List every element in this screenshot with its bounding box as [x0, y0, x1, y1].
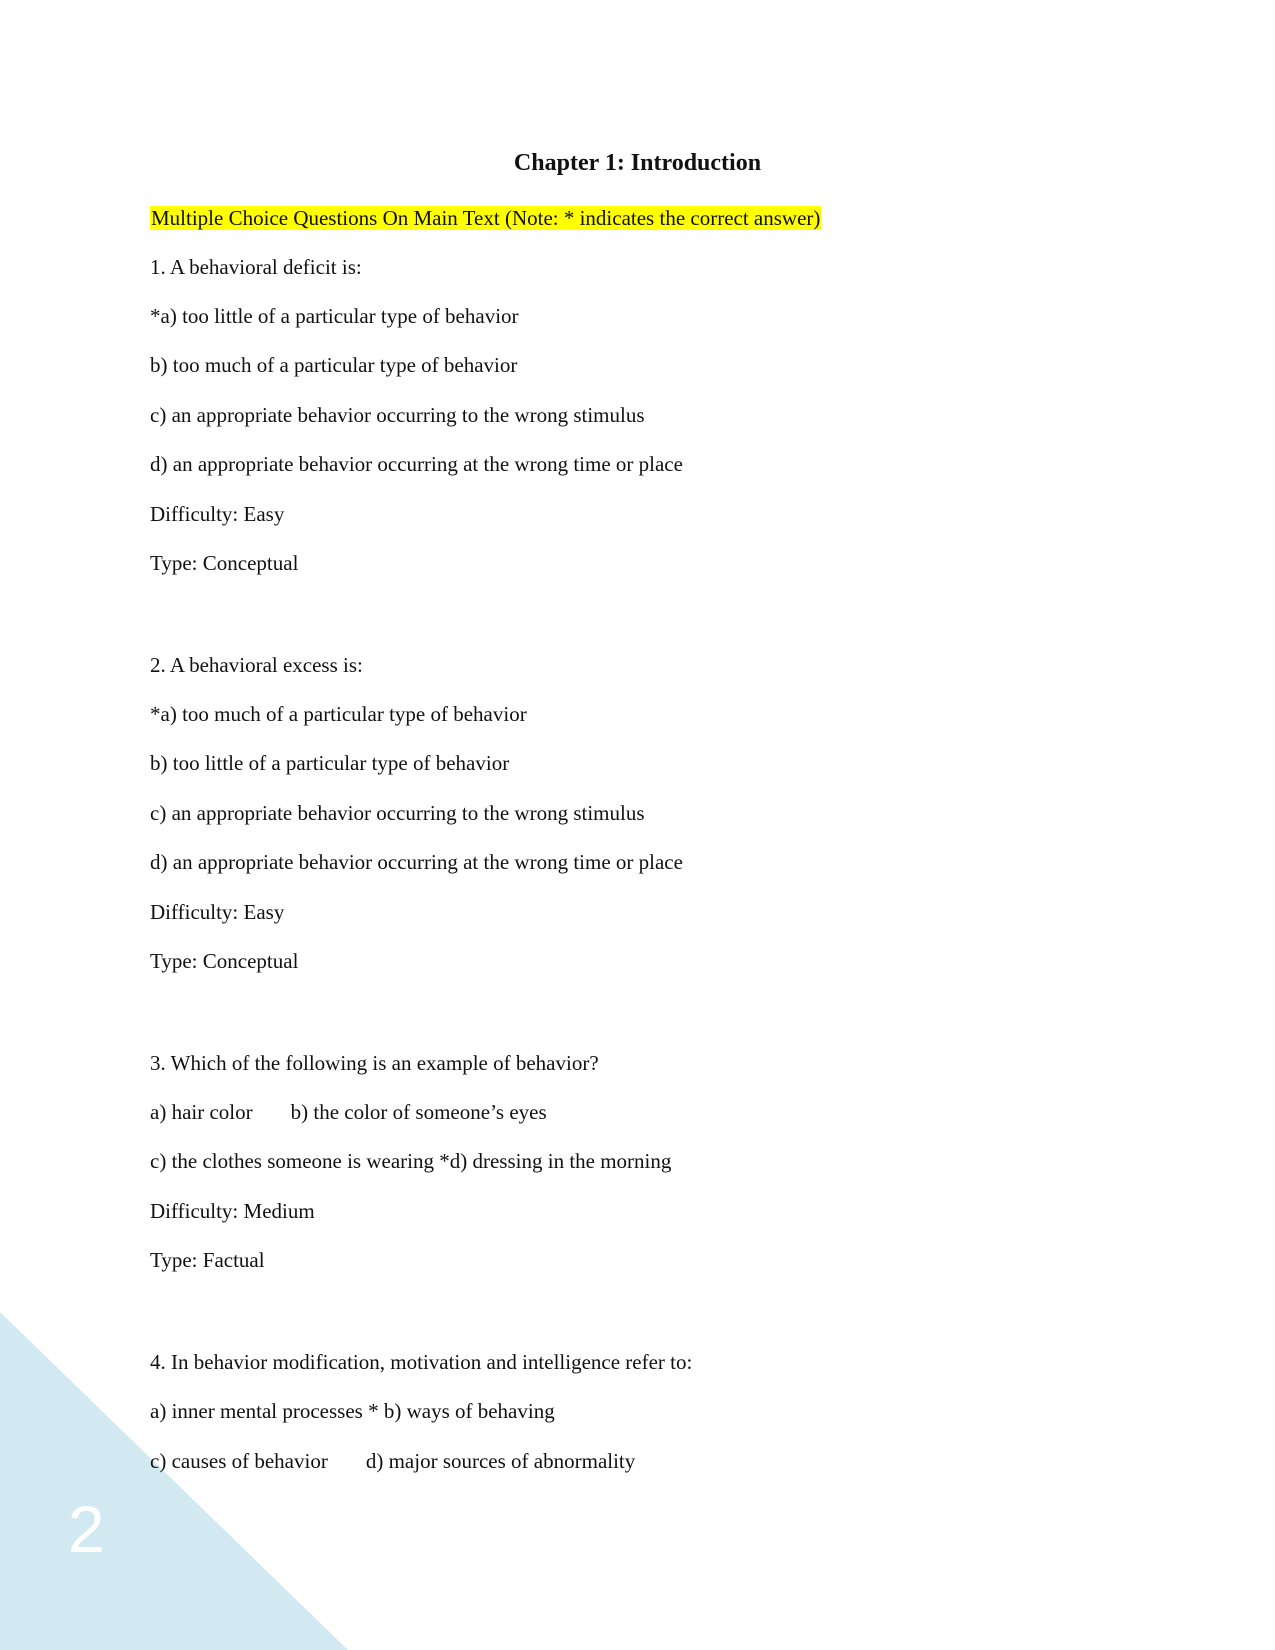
question-3-options-row-1	[150, 1099, 547, 1125]
question-4-option-b: * b) ways of behaving	[368, 1399, 555, 1423]
question-2-stem: 2. A behavioral excess is:	[150, 653, 363, 677]
question-2-option-a: *a) too much of a particular type of behavior	[150, 702, 527, 726]
question-2-option-c: c) an appropriate behavior occurring to the wrong stimulus	[150, 801, 645, 825]
question-4-option-c: c) causes of behavior	[150, 1449, 328, 1473]
question-3-options-row-2	[150, 1148, 671, 1174]
question-3-option-c: c) the clothes someone is wearing	[150, 1149, 434, 1173]
question-4-option-a: a) inner mental processes	[150, 1399, 363, 1423]
question-3-difficulty: Difficulty: Medium	[150, 1199, 315, 1223]
question-2-option-d: d) an appropriate behavior occurring at the wrong time or place	[150, 850, 683, 874]
question-1-option-c: c) an appropriate behavior occurring to the wrong stimulus	[150, 403, 645, 427]
question-1-option-b: b) too much of a particular type of behavior	[150, 353, 518, 377]
question-3-stem: 3. Which of the following is an example of behavior?	[150, 1051, 599, 1075]
question-1-stem: 1. A behavioral deficit is:	[150, 255, 362, 279]
question-4-options-row-2	[150, 1448, 635, 1474]
question-3-type: Type: Factual	[150, 1248, 265, 1272]
question-1-option-d: d) an appropriate behavior occurring at the wrong time or place	[150, 452, 683, 476]
question-4-option-d: d) major sources of abnormality	[365, 1449, 636, 1473]
instructions-line	[150, 205, 821, 231]
question-3-option-b: b) the color of someone’s eyes	[290, 1100, 547, 1124]
chapter-title: Chapter 1: Introduction	[513, 150, 762, 176]
question-3-option-d: *d) dressing in the morning	[439, 1149, 672, 1173]
page-number: 2	[68, 1492, 105, 1566]
question-4-options-row-1	[150, 1398, 555, 1424]
question-2-type: Type: Conceptual	[150, 949, 299, 973]
question-1-option-a: *a) too little of a particular type of behavior	[150, 304, 519, 328]
highlighted-note: Multiple Choice Questions On Main Text (Note: * indicates the correct answer)	[151, 206, 821, 230]
question-2-difficulty: Difficulty: Easy	[150, 900, 285, 924]
question-2-option-b: b) too little of a particular type of behavior	[150, 751, 510, 775]
question-1-difficulty: Difficulty: Easy	[150, 502, 285, 526]
question-1-type: Type: Conceptual	[150, 551, 299, 575]
question-3-option-a: a) hair color	[150, 1100, 253, 1124]
question-4-stem: 4. In behavior modification, motivation and intelligence refer to:	[150, 1350, 693, 1374]
